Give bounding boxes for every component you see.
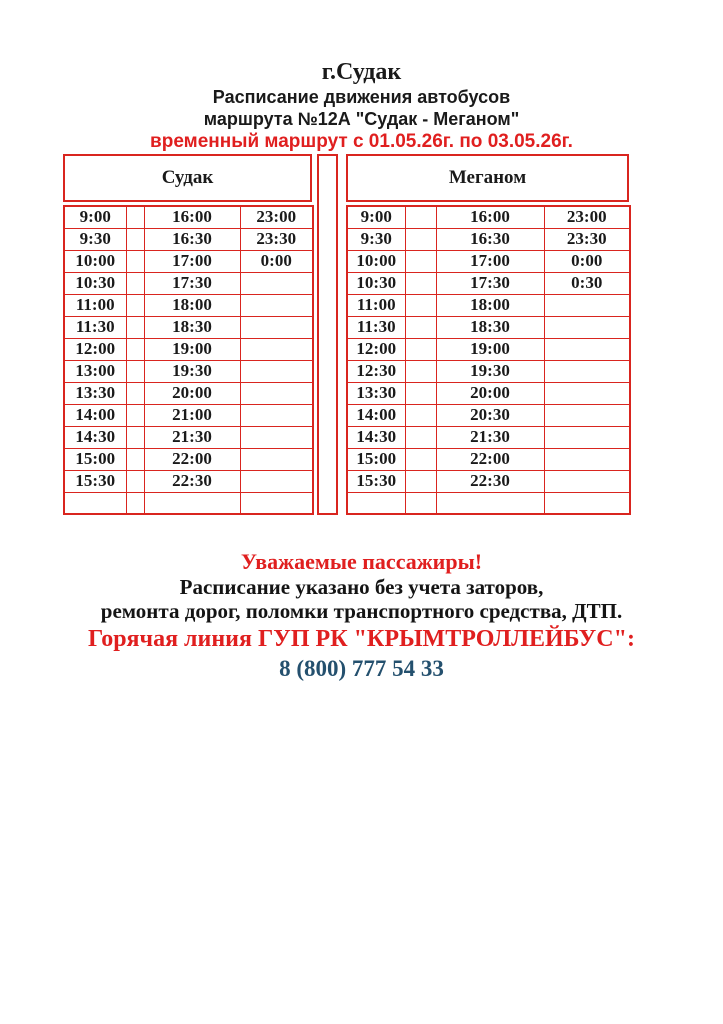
spacer-cell bbox=[405, 382, 436, 404]
time-cell: 13:30 bbox=[64, 382, 126, 404]
spacer-cell bbox=[405, 250, 436, 272]
spacer-cell bbox=[405, 206, 436, 228]
spacer-cell bbox=[405, 338, 436, 360]
table-row bbox=[64, 360, 313, 382]
time-cell bbox=[544, 382, 630, 404]
time-cell: 10:30 bbox=[64, 272, 126, 294]
table-row bbox=[347, 426, 630, 448]
time-cell bbox=[240, 338, 313, 360]
time-cell: 9:30 bbox=[347, 228, 405, 250]
time-cell: 19:00 bbox=[144, 338, 240, 360]
footer-notice-title: Уважаемые пассажиры! bbox=[240, 549, 483, 574]
table-row bbox=[347, 272, 630, 294]
time-cell: 22:30 bbox=[144, 470, 240, 492]
time-cell: 11:30 bbox=[64, 316, 126, 338]
time-cell: 23:00 bbox=[240, 206, 313, 228]
table-row bbox=[64, 250, 313, 272]
spacer-cell bbox=[126, 228, 144, 250]
table-row bbox=[64, 206, 313, 228]
time-cell: 12:00 bbox=[64, 338, 126, 360]
time-cell bbox=[240, 404, 313, 426]
footer-note-line2: ремонта дорог, поломки транспортного средства, ДТП. bbox=[100, 599, 623, 623]
spacer-cell bbox=[126, 360, 144, 382]
table-row bbox=[347, 294, 630, 316]
time-cell bbox=[240, 316, 313, 338]
time-cell bbox=[240, 360, 313, 382]
table-row bbox=[64, 470, 313, 492]
spacer-cell bbox=[405, 426, 436, 448]
time-cell bbox=[240, 470, 313, 492]
time-cell bbox=[544, 338, 630, 360]
subtitle-line2: маршрута №12А "Судак - Меганом" bbox=[203, 109, 520, 129]
route-notice: временный маршрут с 01.05.26г. по 03.05.26г. bbox=[150, 131, 573, 152]
time-cell: 17:30 bbox=[436, 272, 544, 294]
table-row bbox=[347, 338, 630, 360]
table-row bbox=[64, 426, 313, 448]
table-row bbox=[347, 206, 630, 228]
table-row bbox=[64, 272, 313, 294]
time-cell: 19:30 bbox=[144, 360, 240, 382]
spacer-cell bbox=[405, 316, 436, 338]
time-cell bbox=[544, 360, 630, 382]
timetables bbox=[63, 154, 631, 515]
time-cell: 14:30 bbox=[64, 426, 126, 448]
spacer-cell bbox=[405, 404, 436, 426]
table-row bbox=[347, 250, 630, 272]
time-cell: 18:30 bbox=[144, 316, 240, 338]
time-cell: 23:30 bbox=[240, 228, 313, 250]
table-row bbox=[347, 470, 630, 492]
time-cell bbox=[544, 426, 630, 448]
time-cell: 18:30 bbox=[436, 316, 544, 338]
time-cell bbox=[544, 448, 630, 470]
spacer-cell bbox=[405, 228, 436, 250]
time-cell: 9:00 bbox=[64, 206, 126, 228]
table-row bbox=[64, 294, 313, 316]
schedule-table-sudak bbox=[63, 154, 312, 515]
time-cell: 18:00 bbox=[436, 294, 544, 316]
time-cell: 16:30 bbox=[144, 228, 240, 250]
time-grid-meganom bbox=[346, 205, 631, 515]
hotline-phone: 8 (800) 777 54 33 bbox=[279, 656, 444, 681]
schedule-table-meganom bbox=[346, 154, 629, 515]
spacer-cell bbox=[126, 250, 144, 272]
spacer-cell bbox=[405, 294, 436, 316]
time-cell: 14:30 bbox=[347, 426, 405, 448]
table-row bbox=[64, 448, 313, 470]
spacer-cell bbox=[405, 470, 436, 492]
time-cell bbox=[347, 492, 405, 514]
table-row bbox=[347, 448, 630, 470]
time-cell: 20:30 bbox=[436, 404, 544, 426]
time-cell bbox=[240, 448, 313, 470]
time-cell bbox=[240, 426, 313, 448]
spacer-cell bbox=[126, 382, 144, 404]
table-row bbox=[347, 316, 630, 338]
time-cell: 0:30 bbox=[544, 272, 630, 294]
time-cell bbox=[240, 272, 313, 294]
time-cell: 17:00 bbox=[144, 250, 240, 272]
time-cell: 15:30 bbox=[64, 470, 126, 492]
time-cell: 17:00 bbox=[436, 250, 544, 272]
time-cell: 22:00 bbox=[144, 448, 240, 470]
table-row bbox=[64, 228, 313, 250]
table-row bbox=[347, 228, 630, 250]
time-cell bbox=[240, 294, 313, 316]
spacer-cell bbox=[405, 448, 436, 470]
time-cell: 15:00 bbox=[64, 448, 126, 470]
table-row bbox=[347, 492, 630, 514]
spacer-cell bbox=[126, 272, 144, 294]
spacer-cell bbox=[126, 426, 144, 448]
time-cell: 15:30 bbox=[347, 470, 405, 492]
hotline-title: Горячая линия ГУП РК "КРЫМТРОЛЛЕЙБУС": bbox=[88, 626, 635, 652]
time-cell bbox=[544, 470, 630, 492]
time-cell: 10:00 bbox=[64, 250, 126, 272]
time-cell bbox=[240, 382, 313, 404]
document-footer bbox=[0, 548, 723, 683]
time-cell: 14:00 bbox=[64, 404, 126, 426]
time-cell bbox=[544, 294, 630, 316]
time-cell bbox=[240, 492, 313, 514]
time-cell: 18:00 bbox=[144, 294, 240, 316]
subtitle-line1: Расписание движения автобусов bbox=[212, 87, 511, 107]
page-title: г.Судак bbox=[321, 59, 402, 85]
spacer-cell bbox=[126, 338, 144, 360]
time-cell: 9:30 bbox=[64, 228, 126, 250]
time-cell: 13:30 bbox=[347, 382, 405, 404]
table-header-meganom: Меганом bbox=[346, 154, 629, 202]
time-cell: 10:30 bbox=[347, 272, 405, 294]
time-cell bbox=[544, 492, 630, 514]
table-row bbox=[64, 382, 313, 404]
table-row bbox=[64, 316, 313, 338]
footer-note-line1: Расписание указано без учета заторов, bbox=[179, 575, 544, 599]
spacer-cell bbox=[126, 294, 144, 316]
table-row bbox=[64, 492, 313, 514]
time-grid-sudak bbox=[63, 205, 314, 515]
spacer-cell bbox=[126, 316, 144, 338]
time-cell: 16:00 bbox=[144, 206, 240, 228]
spacer-cell bbox=[126, 492, 144, 514]
time-cell: 11:00 bbox=[64, 294, 126, 316]
table-row bbox=[64, 338, 313, 360]
time-cell: 22:30 bbox=[436, 470, 544, 492]
spacer-cell bbox=[405, 492, 436, 514]
time-cell: 11:00 bbox=[347, 294, 405, 316]
document-header bbox=[0, 58, 723, 153]
time-cell: 19:30 bbox=[436, 360, 544, 382]
spacer-cell bbox=[126, 404, 144, 426]
time-cell: 9:00 bbox=[347, 206, 405, 228]
time-cell: 21:30 bbox=[436, 426, 544, 448]
time-cell: 17:30 bbox=[144, 272, 240, 294]
time-cell: 21:00 bbox=[144, 404, 240, 426]
table-row bbox=[64, 404, 313, 426]
time-cell: 14:00 bbox=[347, 404, 405, 426]
time-cell: 11:30 bbox=[347, 316, 405, 338]
time-cell: 20:00 bbox=[436, 382, 544, 404]
time-cell: 13:00 bbox=[64, 360, 126, 382]
spacer-cell bbox=[405, 360, 436, 382]
time-cell: 16:00 bbox=[436, 206, 544, 228]
time-cell bbox=[144, 492, 240, 514]
time-cell: 12:00 bbox=[347, 338, 405, 360]
time-cell bbox=[436, 492, 544, 514]
time-cell: 0:00 bbox=[544, 250, 630, 272]
time-cell: 20:00 bbox=[144, 382, 240, 404]
spacer-cell bbox=[126, 470, 144, 492]
time-cell bbox=[544, 316, 630, 338]
table-row bbox=[347, 404, 630, 426]
spacer-cell bbox=[126, 206, 144, 228]
time-cell: 10:00 bbox=[347, 250, 405, 272]
time-cell bbox=[544, 404, 630, 426]
time-cell: 12:30 bbox=[347, 360, 405, 382]
table-row bbox=[347, 360, 630, 382]
time-cell: 15:00 bbox=[347, 448, 405, 470]
time-cell: 21:30 bbox=[144, 426, 240, 448]
table-row bbox=[347, 382, 630, 404]
time-cell: 0:00 bbox=[240, 250, 313, 272]
time-cell bbox=[64, 492, 126, 514]
spacer-cell bbox=[126, 448, 144, 470]
time-cell: 23:30 bbox=[544, 228, 630, 250]
spacer-cell bbox=[405, 272, 436, 294]
time-cell: 23:00 bbox=[544, 206, 630, 228]
time-cell: 22:00 bbox=[436, 448, 544, 470]
time-cell: 19:00 bbox=[436, 338, 544, 360]
time-cell: 16:30 bbox=[436, 228, 544, 250]
table-header-sudak: Судак bbox=[63, 154, 312, 202]
spacer-column bbox=[317, 154, 338, 515]
